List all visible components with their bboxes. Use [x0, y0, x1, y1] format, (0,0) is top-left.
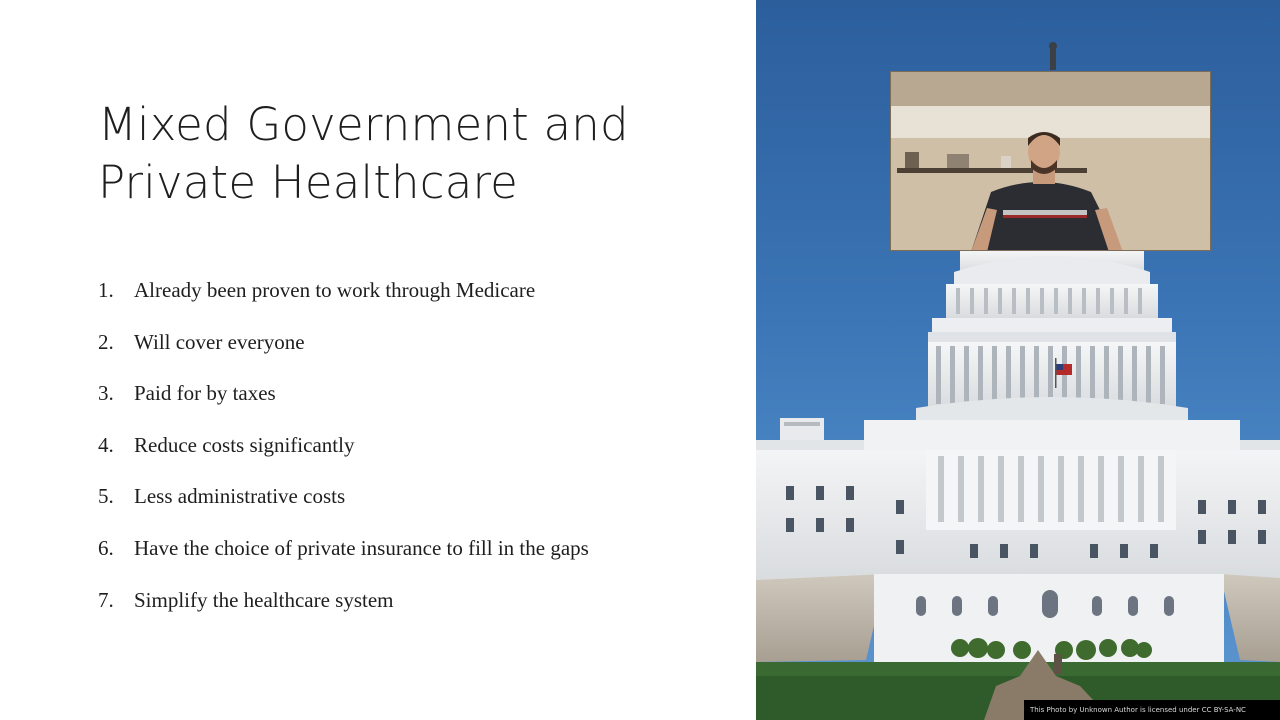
list-item-number: 1. [98, 278, 114, 302]
list-item-text: Less administrative costs [134, 484, 346, 509]
list-item-number: 5. [98, 484, 114, 509]
list-item-text: Reduce costs significantly [134, 432, 355, 457]
presenter-illustration [891, 72, 1211, 251]
photo-attribution[interactable]: This Photo by Unknown Author is licensed under CC BY-SA-NC [1024, 700, 1280, 720]
list-item [98, 431, 718, 483]
list-item-text: Will cover everyone [134, 329, 305, 354]
list-item-number: 3. [98, 381, 114, 406]
list-item-number: 6. [98, 535, 114, 560]
list-item-number: 4. [98, 432, 114, 457]
list-item-text: Already been proven to work through Medicare [134, 278, 536, 302]
list-item [98, 534, 718, 586]
list-item [98, 379, 718, 431]
list-item-number: 7. [98, 587, 114, 612]
list-item [98, 328, 718, 380]
list-item [98, 482, 718, 534]
numbered-list [98, 276, 718, 637]
slide-title [98, 96, 718, 212]
list-item-text: Paid for by taxes [134, 381, 276, 406]
list-item [98, 586, 718, 638]
slide-title-line-1: Mixed Government and [98, 98, 629, 151]
presenter-webcam-overlay [890, 71, 1211, 251]
slide-title-line-2: Private Healthcare [98, 156, 519, 209]
list-item [98, 276, 718, 328]
list-item-text: Have the choice of private insurance to fill in the gaps [134, 535, 589, 560]
list-item-text: Simplify the healthcare system [134, 587, 394, 612]
list-item-number: 2. [98, 329, 114, 354]
